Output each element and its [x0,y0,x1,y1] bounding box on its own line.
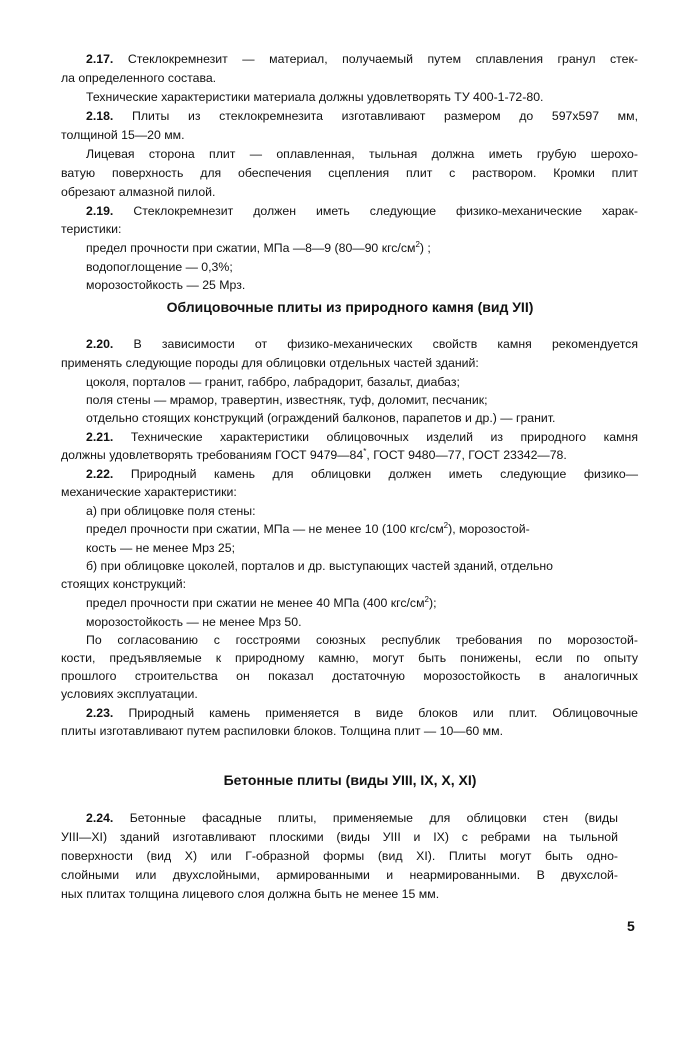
text-line: Природный камень применяется в виде блоков или плит. Облицовочные [128,706,639,720]
paragraph-2-23 [86,705,638,721]
text-line: поля стены — мрамор, травертин, известняк, туф, доломит, песчаник; [86,393,488,407]
text-line: Стеклокремнезит должен иметь следующие физико-механические харак- [133,204,638,218]
text-span: предел прочности при сжатии не менее 40 МПа (400 кгс/см [86,596,425,610]
text-line: Лицевая сторона плит — оплавленная, тыльная должна иметь грубую шерохо- [86,147,638,161]
text-line: УIII—XI) зданий изготавливают плоскими (виды УIII и IX) с ребрами на тыльной [61,830,618,844]
paragraph-2-17 [86,51,638,67]
paragraph-2-24 [86,810,618,826]
section-heading: Бетонные плиты (виды УIII, IX, X, XI) [223,772,477,788]
clause-number: 2.20. [86,337,114,351]
clause-number: 2.19. [86,204,114,218]
text-line: толщиной 15—20 мм. [61,128,185,142]
text-line: поверхности (вид X) или Г-образной формы (вид XI). Плиты могут быть одно- [61,849,618,863]
text-line: Плиты из стеклокремнезита изготавливают размером до 597х597 мм, [132,109,639,123]
text-line: ватую поверхность для обеспечения сцепления плит с раствором. Кромки плит [61,166,638,180]
text-span: предел прочности при сжатии, МПа —8—9 (80—90 кгс/см [86,241,416,255]
text-span: должны удовлетворять требованиям ГОСТ 9479—84 [61,448,364,462]
text-line: Природный камень для облицовки должен иметь следующие физико— [130,467,638,481]
superscript: 2 [415,240,420,249]
text-line: морозостойкость — 25 Мрз. [86,278,246,292]
clause-number: 2.18. [86,109,114,123]
superscript: 2 [443,521,449,530]
text-line: а) при облицовке поля стены: [86,504,256,518]
paragraph-2-20 [86,336,638,352]
text-line [86,521,530,537]
text-line: обрезают алмазной пилой. [61,185,216,199]
text-span: ) ; [419,241,431,255]
text-line: прошлого строительства он показал достаточную морозостойкость в аналогичных [61,669,638,683]
clause-number: 2.22. [86,467,114,481]
paragraph-2-21 [86,429,638,445]
text-line: ла определенного состава. [61,71,217,85]
superscript: 2 [424,595,429,604]
text-span: предел прочности при сжатии, МПа — не менее 10 (100 кгс/см [86,522,444,536]
text-line: применять следующие породы для облицовки отдельных частей зданий: [61,356,479,370]
clause-number: 2.21. [86,430,114,444]
text-line: слойными или двухслойными, армированными и неармированными. В двухслой- [61,868,618,882]
text-span: ); [428,596,437,610]
text-line: стоящих конструкций: [61,577,187,591]
text-line [86,240,431,256]
text-line: Стеклокремнезит — материал, получаемый путем сплавления гранул стек- [127,52,638,66]
paragraph-2-19 [86,203,638,219]
text-line: водопоглощение — 0,3%; [86,260,233,274]
text-line: В зависимости от физико-механических свойств камня рекомендуется [133,337,638,351]
clause-number: 2.24. [86,811,114,825]
text-line: По согласованию с госстроями союзных республик требования по морозостой- [86,633,638,647]
text-line: кость — не менее Мрз 25; [86,541,235,555]
text-line [86,595,437,611]
text-line: ных плитах толщина лицевого слоя должна быть не менее 15 мм. [61,887,440,901]
text-line: Технические характеристики облицовочных изделий из природного камня [130,430,639,444]
text-line: морозостойкость — не менее Мрз 50. [86,615,302,629]
text-line: отдельно стоящих конструкций (ограждений балконов, парапетов и др.) — гранит. [86,411,556,425]
text-line: б) при облицовке цоколей, порталов и др. выступающих частей зданий, отдельно [86,559,554,573]
text-line [61,447,567,463]
text-span: ), морозостой- [448,522,530,536]
text-line: кости, предъявляемые к природному камню, могут быть понижены, если по опыту [61,651,638,665]
text-line: условиях эксплуатации. [61,687,198,701]
clause-number: 2.17. [86,52,114,66]
clause-number: 2.23. [86,706,114,720]
text-line: Технические характеристики материала должны удовлетворять ТУ 400-1-72-80. [86,90,544,104]
section-heading: Облицовочные плиты из природного камня (вид УII) [166,299,534,315]
text-line: плиты изготавливают путем распиловки блоков. Толщина плит — 10—60 мм. [61,724,504,738]
paragraph-2-18 [86,108,638,124]
text-span: , ГОСТ 9480—77, ГОСТ 23342—78. [366,448,567,462]
text-line: механические характеристики: [61,485,237,499]
text-line: теристики: [61,222,122,236]
paragraph-2-22 [86,466,638,482]
page-number: 5 [627,918,635,934]
text-line: цоколя, порталов — гранит, габбро, лабрадорит, базальт, диабаз; [86,375,460,389]
superscript: * [363,447,367,456]
text-line: Бетонные фасадные плиты, применяемые для облицовки стен (виды [129,811,618,825]
